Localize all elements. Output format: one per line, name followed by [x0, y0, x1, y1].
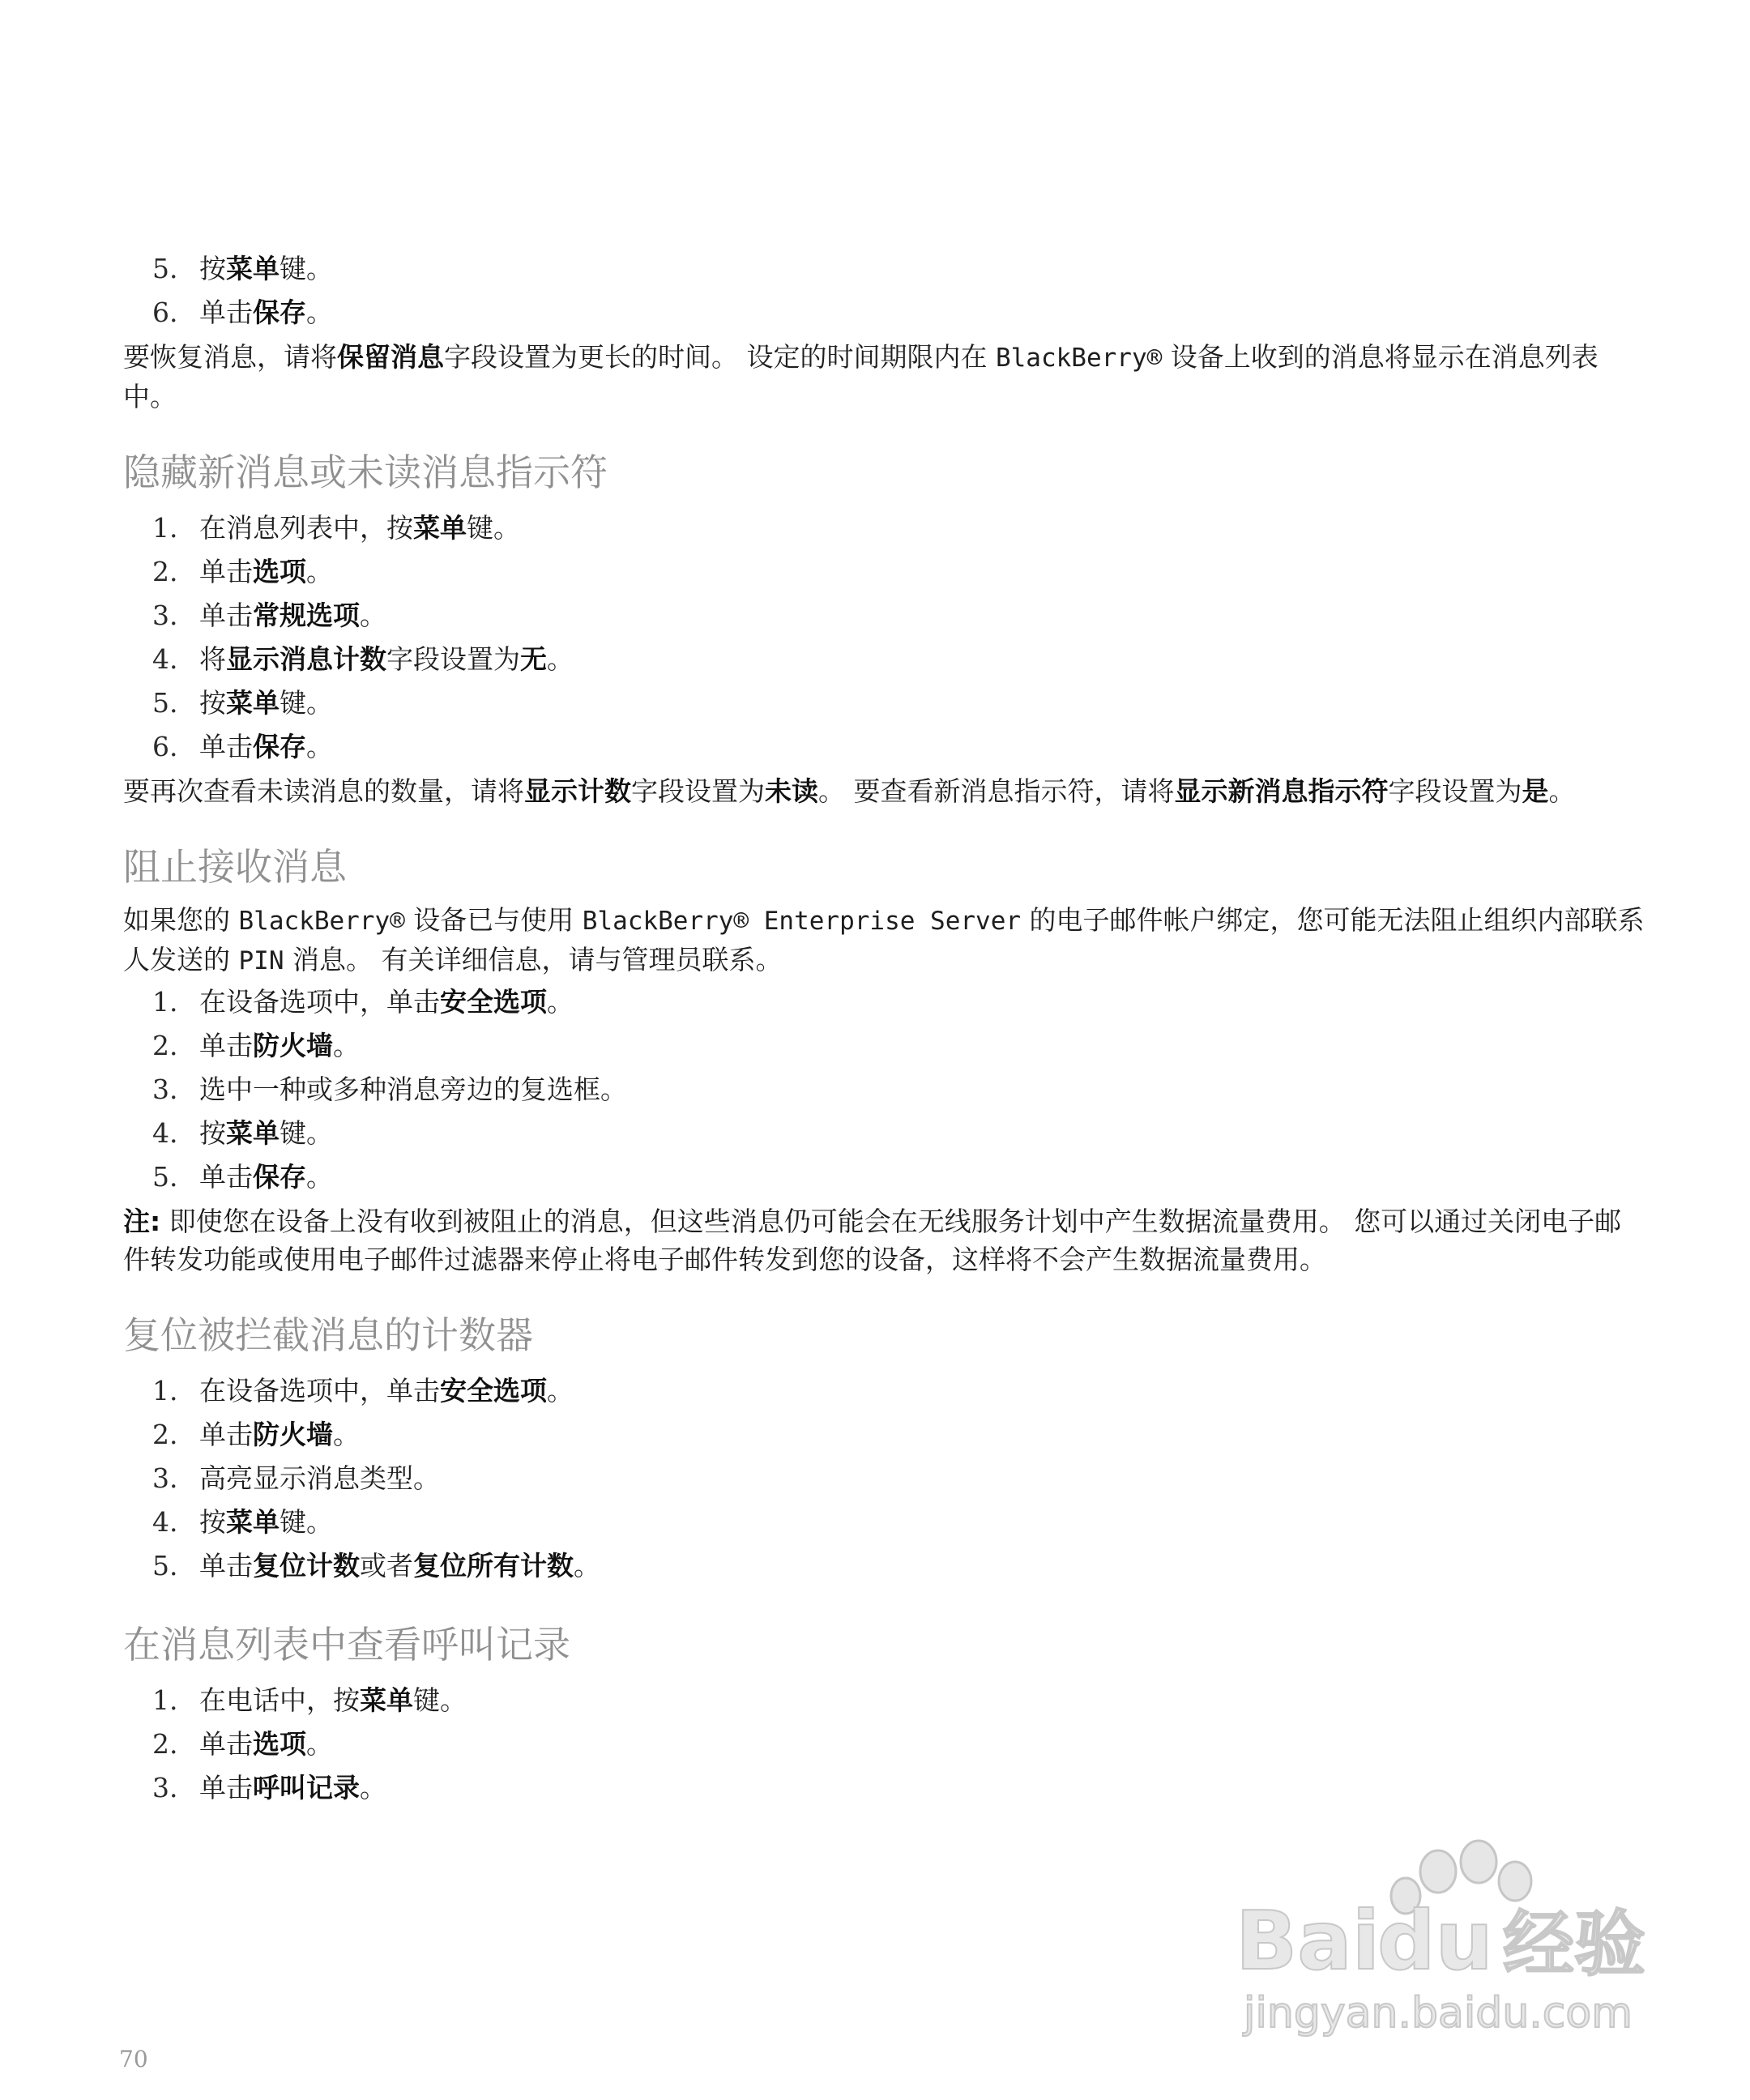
note-paragraph: [123, 1202, 1646, 1278]
text-run: 字段设置为更长的时间。 设定的时间期限内在: [444, 341, 996, 373]
step-text: [199, 1500, 333, 1544]
step-item: [123, 506, 1646, 550]
step-list: [123, 1679, 1646, 1810]
text-run: 。: [360, 600, 386, 631]
step-list: [123, 1369, 1646, 1588]
section-heading: 阻止接收消息: [123, 845, 347, 889]
step-number: 2.: [152, 1030, 178, 1061]
step-list: [123, 506, 1646, 769]
step-number: 1.: [152, 986, 178, 1018]
text-run: 键。: [280, 1117, 333, 1149]
text-run: 。: [1548, 775, 1576, 807]
step-text: [199, 1544, 600, 1588]
bold-term: 菜单: [413, 512, 467, 544]
bold-term: 防火墙: [253, 1030, 333, 1061]
product-name: PIN: [238, 946, 284, 975]
step-text: [199, 1112, 333, 1155]
step-item: [123, 550, 1646, 594]
text-run: 。: [306, 1161, 333, 1193]
text-run: 。 要查看新消息指示符，请将: [818, 775, 1175, 807]
step-text: [199, 1679, 467, 1722]
bold-term: 菜单: [226, 1117, 280, 1149]
text-run: 键。: [280, 1506, 333, 1538]
text-run: 消息。 有关详细信息，请与管理员联系。: [284, 944, 783, 975]
step-number: 6.: [152, 297, 178, 328]
step-item: [123, 1112, 1646, 1155]
text-run: 。: [547, 643, 574, 675]
bold-term: 选项: [253, 1728, 306, 1760]
text-run: 单击: [199, 1419, 253, 1450]
text-run: 键。: [280, 253, 333, 284]
step-item: [123, 725, 1646, 769]
text-run: 将: [199, 643, 226, 675]
step-number: 4.: [152, 643, 178, 675]
bold-term: 无: [520, 643, 547, 675]
bold-term: 常规选项: [253, 600, 360, 631]
text-run: 在设备选项中，单击: [199, 1375, 440, 1406]
bold-term: 防火墙: [253, 1419, 333, 1450]
text-run: 在消息列表中，按: [199, 512, 413, 544]
step-item: [123, 1068, 1646, 1112]
text-run: 即使您在设备上没有收到被阻止的消息，但这些消息仍可能会在无线服务计划中产生数据流量费用。 您可以通过关闭电子邮件转发功能或使用电子邮件过滤器来停止将电子邮件转发到您的设备，这样将不会产生数据流量费用。: [123, 1206, 1622, 1275]
bold-term: 安全选项: [440, 1375, 547, 1406]
step-number: 6.: [152, 731, 178, 762]
step-text: [199, 638, 574, 681]
step-number: 1.: [152, 512, 178, 544]
step-item: [123, 1155, 1646, 1199]
step-text: [199, 1369, 574, 1413]
watermark-url: jingyan.baidu.com: [1244, 1989, 1633, 2038]
bold-term: 复位计数: [253, 1550, 360, 1581]
step-item: [123, 291, 1646, 335]
text-run: 按: [199, 1506, 226, 1538]
text-run: 的电子邮件帐户绑定，您可能无法阻止组织内部联系人发送的: [123, 904, 1645, 975]
step-item: [123, 1500, 1646, 1544]
text-run: 或者: [360, 1550, 413, 1581]
step-item: [123, 681, 1646, 725]
step-item: [123, 1722, 1646, 1766]
text-run: 单击: [199, 1030, 253, 1061]
bold-term: 未读: [765, 775, 818, 807]
step-list: [123, 980, 1646, 1199]
intro-paragraph: [123, 901, 1646, 980]
bold-term: 选项: [253, 556, 306, 587]
section-heading: 隐藏新消息或未读消息指示符: [123, 450, 608, 494]
step-number: 4.: [152, 1117, 178, 1149]
step-number: 2.: [152, 1728, 178, 1760]
step-item: [123, 594, 1646, 638]
step-number: 3.: [152, 600, 178, 631]
text-run: 设备已与使用: [404, 904, 583, 936]
watermark-brand-b: du: [1377, 1893, 1493, 1988]
step-list: [123, 247, 1646, 335]
bold-term: 菜单: [226, 687, 280, 719]
text-run: 。: [306, 556, 333, 587]
step-text: [199, 550, 333, 594]
bold-term: 是: [1522, 775, 1549, 807]
step-number: 5.: [152, 1550, 178, 1581]
step-text: [199, 725, 333, 769]
bold-term: 保存: [253, 297, 306, 328]
text-run: 键。: [467, 512, 520, 544]
note-paragraph: [123, 772, 1646, 810]
step-text: [199, 594, 386, 638]
text-run: 设备上收到的消息将显示在消息列表中。: [123, 341, 1598, 412]
text-run: 单击: [199, 600, 253, 631]
note-paragraph: [123, 338, 1646, 416]
bold-term: 菜单: [226, 1506, 280, 1538]
text-run: 键。: [413, 1684, 467, 1716]
step-text: [199, 1068, 627, 1112]
bold-term: 菜单: [360, 1684, 413, 1716]
text-run: 字段设置为: [1388, 775, 1522, 807]
step-number: 5.: [152, 1161, 178, 1193]
step-text: [199, 291, 333, 335]
text-run: 在设备选项中，单击: [199, 986, 440, 1018]
step-text: [199, 506, 520, 550]
step-text: [199, 1155, 333, 1199]
text-run: 。: [547, 986, 574, 1018]
step-text: [199, 1024, 360, 1068]
bold-term: 保留消息: [337, 341, 444, 373]
step-number: 3.: [152, 1772, 178, 1803]
step-item: [123, 1457, 1646, 1500]
text-run: 如果您的: [123, 904, 239, 936]
text-run: 。: [306, 297, 333, 328]
step-item: [123, 1024, 1646, 1068]
step-text: [199, 980, 574, 1024]
step-number: 3.: [152, 1462, 178, 1494]
text-run: 单击: [199, 556, 253, 587]
text-run: 高亮显示消息类型。: [199, 1462, 440, 1494]
bold-term: 复位所有计数: [413, 1550, 574, 1581]
text-run: 字段设置为: [386, 643, 520, 675]
text-run: 键。: [280, 687, 333, 719]
step-number: 2.: [152, 556, 178, 587]
text-run: 选中一种或多种消息旁边的复选框。: [199, 1073, 627, 1105]
text-run: 字段设置为: [631, 775, 765, 807]
bold-term: 注:: [123, 1206, 161, 1237]
text-run: 。: [547, 1375, 574, 1406]
text-run: 在电话中，按: [199, 1684, 360, 1716]
watermark-brand-a: Bai: [1236, 1893, 1380, 1988]
step-number: 5.: [152, 253, 178, 284]
step-item: [123, 1413, 1646, 1457]
step-item: [123, 1369, 1646, 1413]
text-run: 。: [306, 1728, 333, 1760]
text-run: 要再次查看未读消息的数量，请将: [123, 775, 524, 807]
step-text: [199, 1413, 360, 1457]
text-run: 按: [199, 687, 226, 719]
section-heading: 在消息列表中查看呼叫记录: [123, 1623, 570, 1667]
baidu-jingyan-watermark: [1236, 1839, 1657, 2042]
step-text: [199, 1722, 333, 1766]
text-run: 按: [199, 1117, 226, 1149]
text-run: 按: [199, 253, 226, 284]
bold-term: 保存: [253, 1161, 306, 1193]
product-name: BlackBerry®: [995, 344, 1163, 373]
step-text: [199, 681, 333, 725]
step-item: [123, 1766, 1646, 1810]
text-run: 单击: [199, 1772, 253, 1803]
watermark-brand-c: 经验: [1503, 1902, 1646, 1986]
text-run: 。: [574, 1550, 600, 1581]
step-text: [199, 247, 333, 291]
bold-term: 显示新消息指示符: [1174, 775, 1389, 807]
step-item: [123, 1544, 1646, 1588]
text-run: 。: [306, 731, 333, 762]
bold-term: 菜单: [226, 253, 280, 284]
step-number: 4.: [152, 1506, 178, 1538]
text-run: 单击: [199, 1161, 253, 1193]
page-content: [123, 247, 1646, 1810]
bold-term: 安全选项: [440, 986, 547, 1018]
bold-term: 显示计数: [524, 775, 631, 807]
text-run: 单击: [199, 1728, 253, 1760]
step-text: [199, 1457, 440, 1500]
product-name: BlackBerry®: [238, 907, 405, 936]
step-item: [123, 638, 1646, 681]
text-run: 单击: [199, 297, 253, 328]
step-number: 1.: [152, 1684, 178, 1716]
bold-term: 保存: [253, 731, 306, 762]
page-number: 70: [119, 2046, 148, 2072]
text-run: 单击: [199, 731, 253, 762]
step-text: [199, 1766, 386, 1810]
step-number: 3.: [152, 1073, 178, 1105]
text-run: 。: [333, 1030, 360, 1061]
step-number: 2.: [152, 1419, 178, 1450]
step-number: 5.: [152, 687, 178, 719]
product-name: BlackBerry® Enterprise Server: [582, 907, 1022, 936]
step-item: [123, 247, 1646, 291]
bold-term: 显示消息计数: [226, 643, 386, 675]
step-item: [123, 980, 1646, 1024]
bold-term: 呼叫记录: [253, 1772, 360, 1803]
section-heading: 复位被拦截消息的计数器: [123, 1313, 533, 1357]
text-run: 单击: [199, 1550, 253, 1581]
step-number: 1.: [152, 1375, 178, 1406]
text-run: 要恢复消息，请将: [123, 341, 337, 373]
text-run: 。: [333, 1419, 360, 1450]
text-run: 。: [360, 1772, 386, 1803]
step-item: [123, 1679, 1646, 1722]
